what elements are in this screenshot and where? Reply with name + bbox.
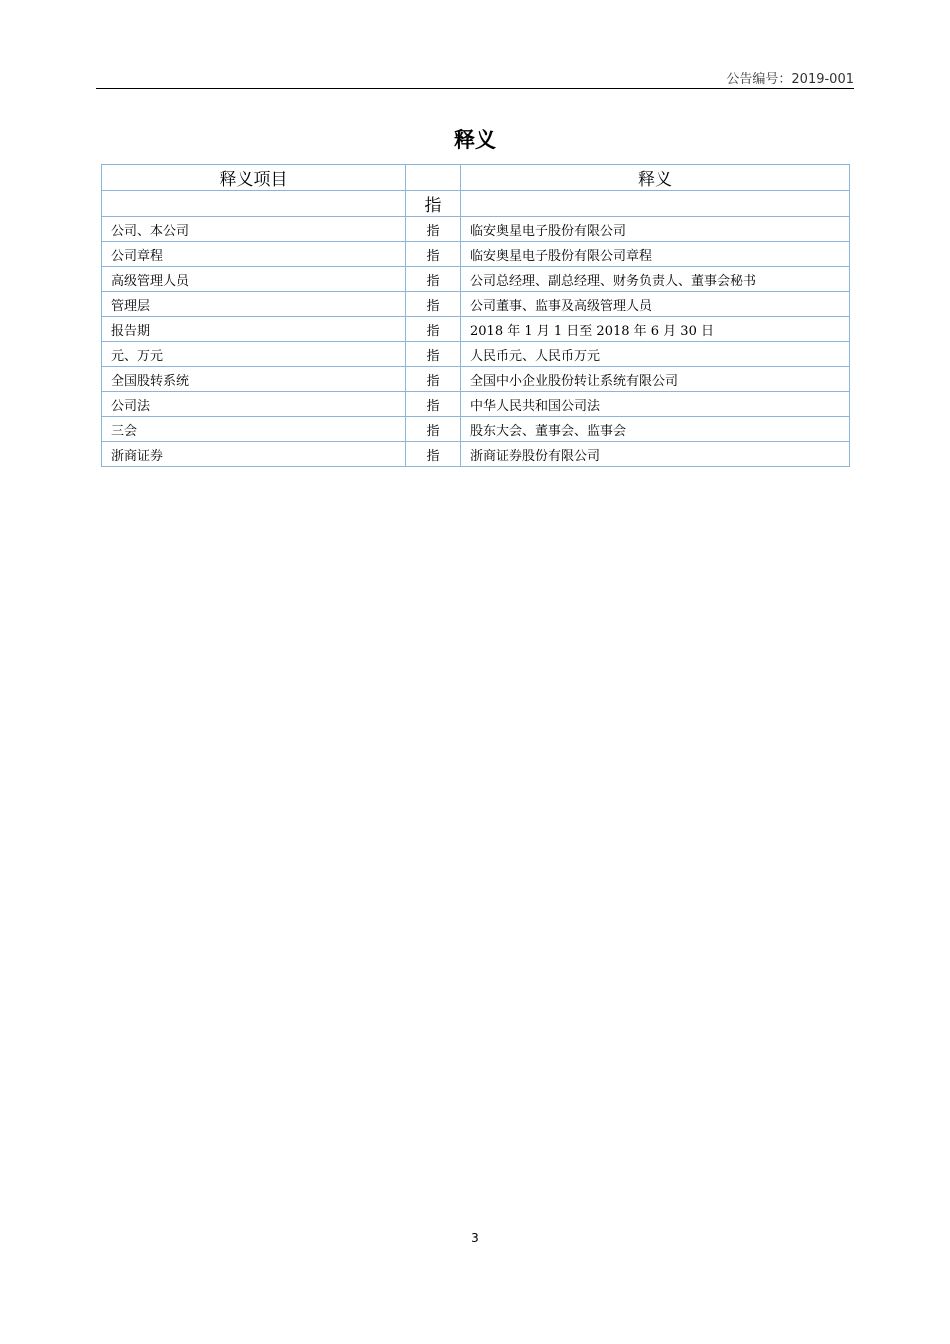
zhi-cell: 指 xyxy=(406,417,461,442)
term-cell: 报告期 xyxy=(102,317,406,342)
column-header-term: 释义项目 xyxy=(102,165,406,191)
definition-cell: 公司董事、监事及高级管理人员 xyxy=(461,292,850,317)
zhi-cell: 指 xyxy=(406,242,461,267)
zhi-cell: 指 xyxy=(406,342,461,367)
zhi-cell: 指 xyxy=(406,292,461,317)
page-title: 释义 xyxy=(454,128,496,152)
zhi-cell: 指 xyxy=(406,217,461,242)
header-divider xyxy=(96,88,854,89)
page-number: 3 xyxy=(471,1231,479,1245)
term-cell: 元、万元 xyxy=(102,342,406,367)
definition-cell: 浙商证券股份有限公司 xyxy=(461,442,850,467)
table-row xyxy=(102,242,850,267)
term-cell: 公司、本公司 xyxy=(102,217,406,242)
column-header-definition: 释义 xyxy=(461,165,850,191)
table-header-row xyxy=(102,165,850,191)
definition-cell: 临安奥星电子股份有限公司 xyxy=(461,217,850,242)
table-row xyxy=(102,317,850,342)
column-header-mid xyxy=(406,165,461,191)
zhi-cell: 指 xyxy=(406,392,461,417)
subheader-empty-cell xyxy=(461,191,850,217)
term-cell: 公司章程 xyxy=(102,242,406,267)
definitions-table xyxy=(101,164,850,467)
table-row xyxy=(102,217,850,242)
definition-cell: 人民币元、人民币万元 xyxy=(461,342,850,367)
definition-cell: 临安奥星电子股份有限公司章程 xyxy=(461,242,850,267)
table-row xyxy=(102,267,850,292)
zhi-cell: 指 xyxy=(406,367,461,392)
table-row xyxy=(102,392,850,417)
definition-cell: 股东大会、董事会、监事会 xyxy=(461,417,850,442)
definition-cell: 全国中小企业股份转让系统有限公司 xyxy=(461,367,850,392)
announcement-number: 公告编号：2019-001 xyxy=(726,72,854,87)
subheader-empty-cell xyxy=(102,191,406,217)
zhi-cell: 指 xyxy=(406,267,461,292)
table-row xyxy=(102,342,850,367)
term-cell: 浙商证券 xyxy=(102,442,406,467)
zhi-cell: 指 xyxy=(406,317,461,342)
table-subheader-row xyxy=(102,191,850,217)
term-cell: 全国股转系统 xyxy=(102,367,406,392)
subheader-zhi: 指 xyxy=(406,191,461,217)
definition-cell: 公司总经理、副总经理、财务负责人、董事会秘书 xyxy=(461,267,850,292)
definition-cell: 2018 年 1 月 1 日至 2018 年 6 月 30 日 xyxy=(461,317,850,342)
term-cell: 管理层 xyxy=(102,292,406,317)
table-row xyxy=(102,367,850,392)
table-row xyxy=(102,442,850,467)
term-cell: 公司法 xyxy=(102,392,406,417)
definition-cell: 中华人民共和国公司法 xyxy=(461,392,850,417)
table-row xyxy=(102,292,850,317)
term-cell: 高级管理人员 xyxy=(102,267,406,292)
term-cell: 三会 xyxy=(102,417,406,442)
zhi-cell: 指 xyxy=(406,442,461,467)
table-row xyxy=(102,417,850,442)
